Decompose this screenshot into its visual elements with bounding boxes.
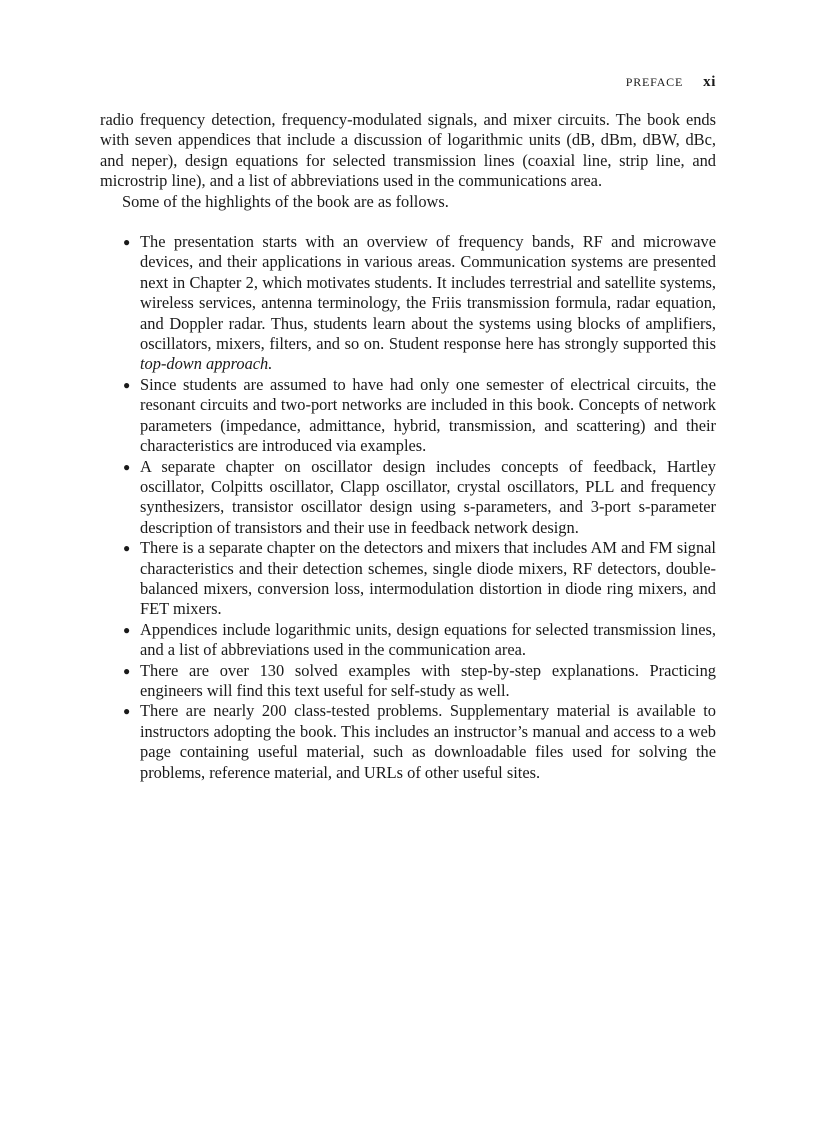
bullet-icon: ● xyxy=(123,663,131,678)
running-head-section: PREFACE xyxy=(625,75,684,89)
bullet-icon: ● xyxy=(123,235,131,250)
list-item-appendices xyxy=(100,620,716,661)
running-head xyxy=(626,74,716,91)
paragraph-highlights-lead: Some of the highlights of the book are as follows. xyxy=(122,191,449,211)
page-number: xi xyxy=(703,74,716,90)
list-item-text: Appendices include logarithmic units, design equations for selected transmission lines, and a list of abbreviations used in the communication area. xyxy=(140,619,716,660)
list-item-text: The presentation starts with an overview of frequency bands, RF and microwave devices, and their applications in various areas. Communication systems are presented next in Chapter 2, which motivates students. It includes terrestrial and satellite systems, wireless services, antenna terminology, the Friis transmission formula, radar equation, and Doppler radar. Thus, students learn about the systems using blocks of amplifiers, oscillators, mixers, filters, and so on. Student response here has strongly supported this xyxy=(140,232,716,354)
list-item-presentation-overview xyxy=(100,232,716,375)
list-item-network-parameters xyxy=(100,375,716,457)
bullet-icon: ● xyxy=(123,622,131,637)
list-item-text: There is a separate chapter on the detectors and mixers that includes AM and FM signal characteristics and their detection schemes, single diode mixers, RF detectors, double-balanced mixers, conversion loss, intermodulation distortion in diode ring mixers, and FET mixers. xyxy=(140,538,716,619)
emphasized-phrase: top-down approach. xyxy=(140,354,273,374)
bullet-icon: ● xyxy=(123,459,131,474)
paragraph-intro: radio frequency detection, frequency-modulated signals, and mixer circuits. The book ends with seven appendices that include a discussion of logarithmic units (dB, dBm, dBW, dBc, and neper), design equations for selected transmission lines (coaxial line, strip line, and microstrip line), and a list of abbreviations used in the communications area. xyxy=(100,110,716,191)
page-body xyxy=(100,110,716,783)
list-item-text: Since students are assumed to have had only one semester of electrical circuits, the resonant circuits and two-port networks are included in this book. Concepts of network parameters (impedance, admittance, hybrid, transmission, and scattering) and their characteristics are introduced via examples. xyxy=(140,374,716,456)
list-item-class-tested-problems xyxy=(100,701,716,783)
list-item-text: A separate chapter on oscillator design includes concepts of feedback, Hartley oscillator, Colpitts oscillator, Clapp oscillator, crystal oscillators, PLL and frequency synthesizers, transistor oscillator design using s-parameters, and 3-port s-parameter description of transistors and their use in feedback network design. xyxy=(140,456,716,537)
list-item-solved-examples xyxy=(100,661,716,702)
list-item-detectors-mixers xyxy=(100,538,716,620)
highlights-list xyxy=(100,232,716,783)
list-item-text: There are nearly 200 class-tested problems. Supplementary material is available to instructors adopting the book. This includes an instructor’s manual and access to a web page containing useful material, such as downloadable files used for solving the problems, reference material, and URLs of other useful sites. xyxy=(140,701,716,782)
list-item-oscillator-design xyxy=(100,457,716,539)
bullet-icon: ● xyxy=(123,704,131,719)
list-item-text: There are over 130 solved examples with step-by-step explanations. Practicing engineers will find this text useful for self-study as well. xyxy=(140,660,716,700)
bullet-icon: ● xyxy=(123,377,131,392)
bullet-icon: ● xyxy=(123,541,131,556)
